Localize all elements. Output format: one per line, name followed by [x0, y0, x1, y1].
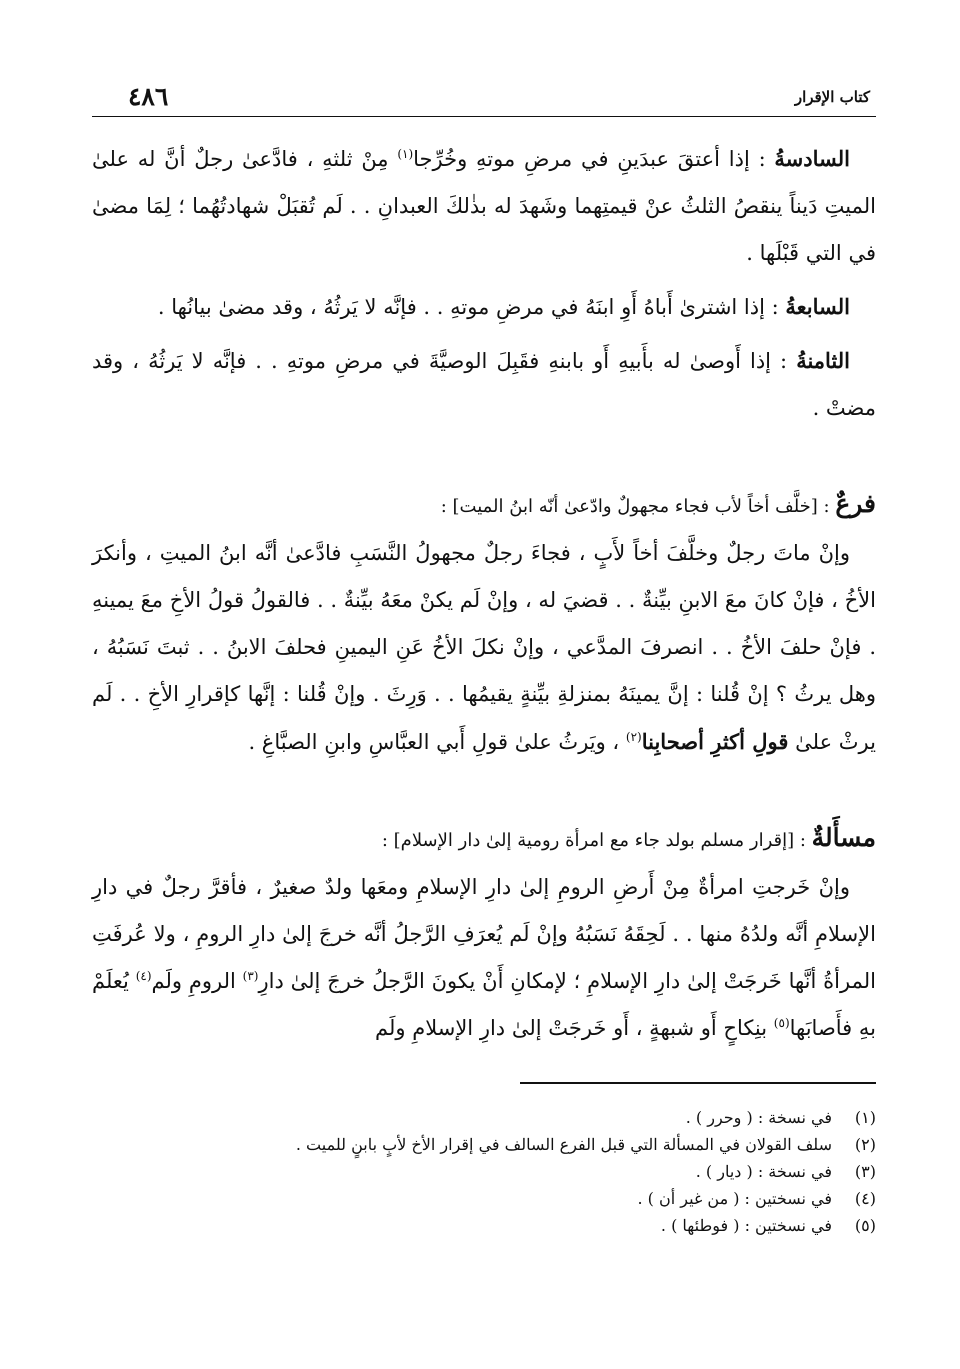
- footnote-text: في نسخة : ( وحرر ) .: [685, 1108, 832, 1127]
- sixth-text-a: : إذا أعتقَ عبدَينِ في مرضِ موتهِ وخُرِّجا: [413, 147, 775, 171]
- paragraph-masala: [92, 864, 876, 1052]
- footnote-ref-4: (٤): [135, 969, 152, 983]
- eighth-lead: الثامنةُ: [796, 348, 850, 373]
- footnote-number: (٤): [854, 1189, 876, 1208]
- page-number: ٤٨٦: [128, 82, 169, 111]
- far-title: : [خلَّف أخاً لأب فجاء مجهولٌ وادّعىٰ أنّه ابنُ الميت] :: [440, 496, 836, 517]
- footnote-item: [92, 1131, 876, 1158]
- eighth-text: : إذا أَوصىٰ له بأَبيهِ أَو بابنهِ فقَبِلَ الوصيَّةَ في مرضِ موتهِ . . فإنَّه لا يَرثُهُ ، وقد مضتْ .: [92, 349, 876, 420]
- footnote-item: [92, 1212, 876, 1239]
- paragraph-far: [92, 530, 876, 766]
- footnote-item: [92, 1158, 876, 1185]
- footnote-number: (٢): [854, 1135, 876, 1154]
- footnote-number: (٥): [854, 1216, 876, 1235]
- paragraph-seventh: [92, 283, 876, 331]
- seventh-lead: السابعةُ: [785, 294, 850, 319]
- paragraph-eighth: [92, 337, 876, 432]
- footnote-item: [92, 1185, 876, 1212]
- footnote-ref-2: (٢): [625, 730, 642, 744]
- masala-text-b: الرومِ ولَم: [151, 969, 243, 993]
- seventh-text: : إذا اشترىٰ أَباهُ أَوِ ابنَهُ في مرضِ موتهِ . . فإنَّه لا يَرثُهُ ، وقد مضىٰ بيانُها .: [157, 295, 786, 319]
- footnote-number: (١): [854, 1108, 876, 1127]
- masala-title: : [إقرار مسلم بولد جاء مع امرأة رومية إلىٰ دار الإسلام] :: [381, 830, 812, 851]
- far-text-a: وإنْ ماتَ رجلٌ وخلَّفَ أخاً لأَبٍ ، فجاءَ رجلٌ مجهولُ النَّسَبِ فادَّعىٰ أنَّه ابنُ الميتِ ، وأنكرَ الأخُ ، فإنْ كانَ معَ الابنِ بيِّنةٌ . . قضيَ له ، وإنْ لَم يكنْ معَهُ بيِّنةٌ . . فالقولُ قولُ الأخِ معَ يمينهِ . فإنْ حلفَ الأخُ . . انصرفَ المدَّعي ، وإنْ نكلَ الأخُ عَنِ اليمينِ فحلفَ الابنُ . . ثبتَ نَسَبُهُ ، وهل يرثُ ؟ إنْ قُلنا : إنَّ يمينَهُ بمنزلةِ بيِّنةٍ يقيمُها . . وَرِثَ . وإنْ قُلنا : إنَّها كإقرارِ الأخِ . . لَم يرثْ علىٰ: [92, 541, 876, 754]
- footnote-ref-1: (١): [397, 147, 414, 161]
- sixth-text-b: مِنْ ثلثهِ ، فادَّعىٰ رجلٌ أنَّ له علىٰ الميتِ دَيناً ينقصُ الثلثُ عنْ قيمتِهما وشَهدَ له بذٰلكَ العبدانِ . . لَم تُقبَلْ شهادتُهُما ؛ لِمَا مضىٰ في التي قَبْلَها .: [92, 147, 876, 265]
- footnote-ref-5: (٥): [773, 1016, 790, 1030]
- footnote-number: (٣): [854, 1162, 876, 1181]
- book-page: [92, 82, 876, 1302]
- main-text: [92, 135, 876, 1052]
- footnote-text: سلف القولان في المسألة التي قبل الفرع السالف في إقرار الأخ لأبٍ بابنٍ للميت .: [295, 1135, 832, 1154]
- far-bold-phrase: قولِ أكثرِ أصحابِنا: [641, 729, 789, 754]
- footnotes: [92, 1104, 876, 1239]
- footnote-divider: [520, 1082, 876, 1084]
- running-header: [92, 82, 876, 117]
- masala-text-d: بنِكاحٍ أَو شبهةٍ ، أَو خَرجَتْ إلىٰ دارِ الإسلامِ ولَم: [375, 1016, 774, 1040]
- book-title: كتاب الإقرار: [794, 88, 870, 106]
- far-heading: [92, 480, 876, 530]
- footnote-text: في نسخة : ( ديار ) .: [695, 1162, 832, 1181]
- footnote-text: في نسختين : ( من غير أن ) .: [637, 1189, 832, 1208]
- paragraph-sixth: [92, 135, 876, 277]
- sixth-lead: السادسةُ: [774, 146, 850, 171]
- footnote-text: في نسختين : ( فوطئها ) .: [660, 1216, 832, 1235]
- footnote-ref-3: (٣): [242, 969, 259, 983]
- masala-text-a: وإنْ خَرجتِ امرأةٌ مِنْ أَرضِ الرومِ إلىٰ دارِ الإسلامِ ومعَها ولدٌ صغيرٌ ، فأقرَّ رجلٌ في دارِ الإسلامِ أنَّه ولدُهُ منها . . لَحِقَهُ نَسَبُهُ وإنْ لَم يُعرَفِ الرَّجلُ أنَّه خرجَ إلىٰ دارِ الرومِ ، ولا عُرفَتِ المرأةُ أنَّها خَرجَتْ إلىٰ دارِ الإسلامِ ؛ لإمكانِ أَنْ يكونَ الرَّجلُ خرجَ إلىٰ دارِ: [92, 875, 876, 993]
- far-text-b: ، ويَرثُ علىٰ قولِ أَبي العبَّاسِ وابنِ الصبَّاغِ .: [248, 730, 626, 754]
- masala-text-c: يُعلَمْ بهِ فأَصابَها: [92, 969, 876, 1040]
- far-label: فرعٌ: [835, 489, 876, 518]
- masala-heading: [92, 814, 876, 864]
- footnote-item: [92, 1104, 876, 1131]
- masala-label: مسأَلةٌ: [811, 823, 876, 852]
